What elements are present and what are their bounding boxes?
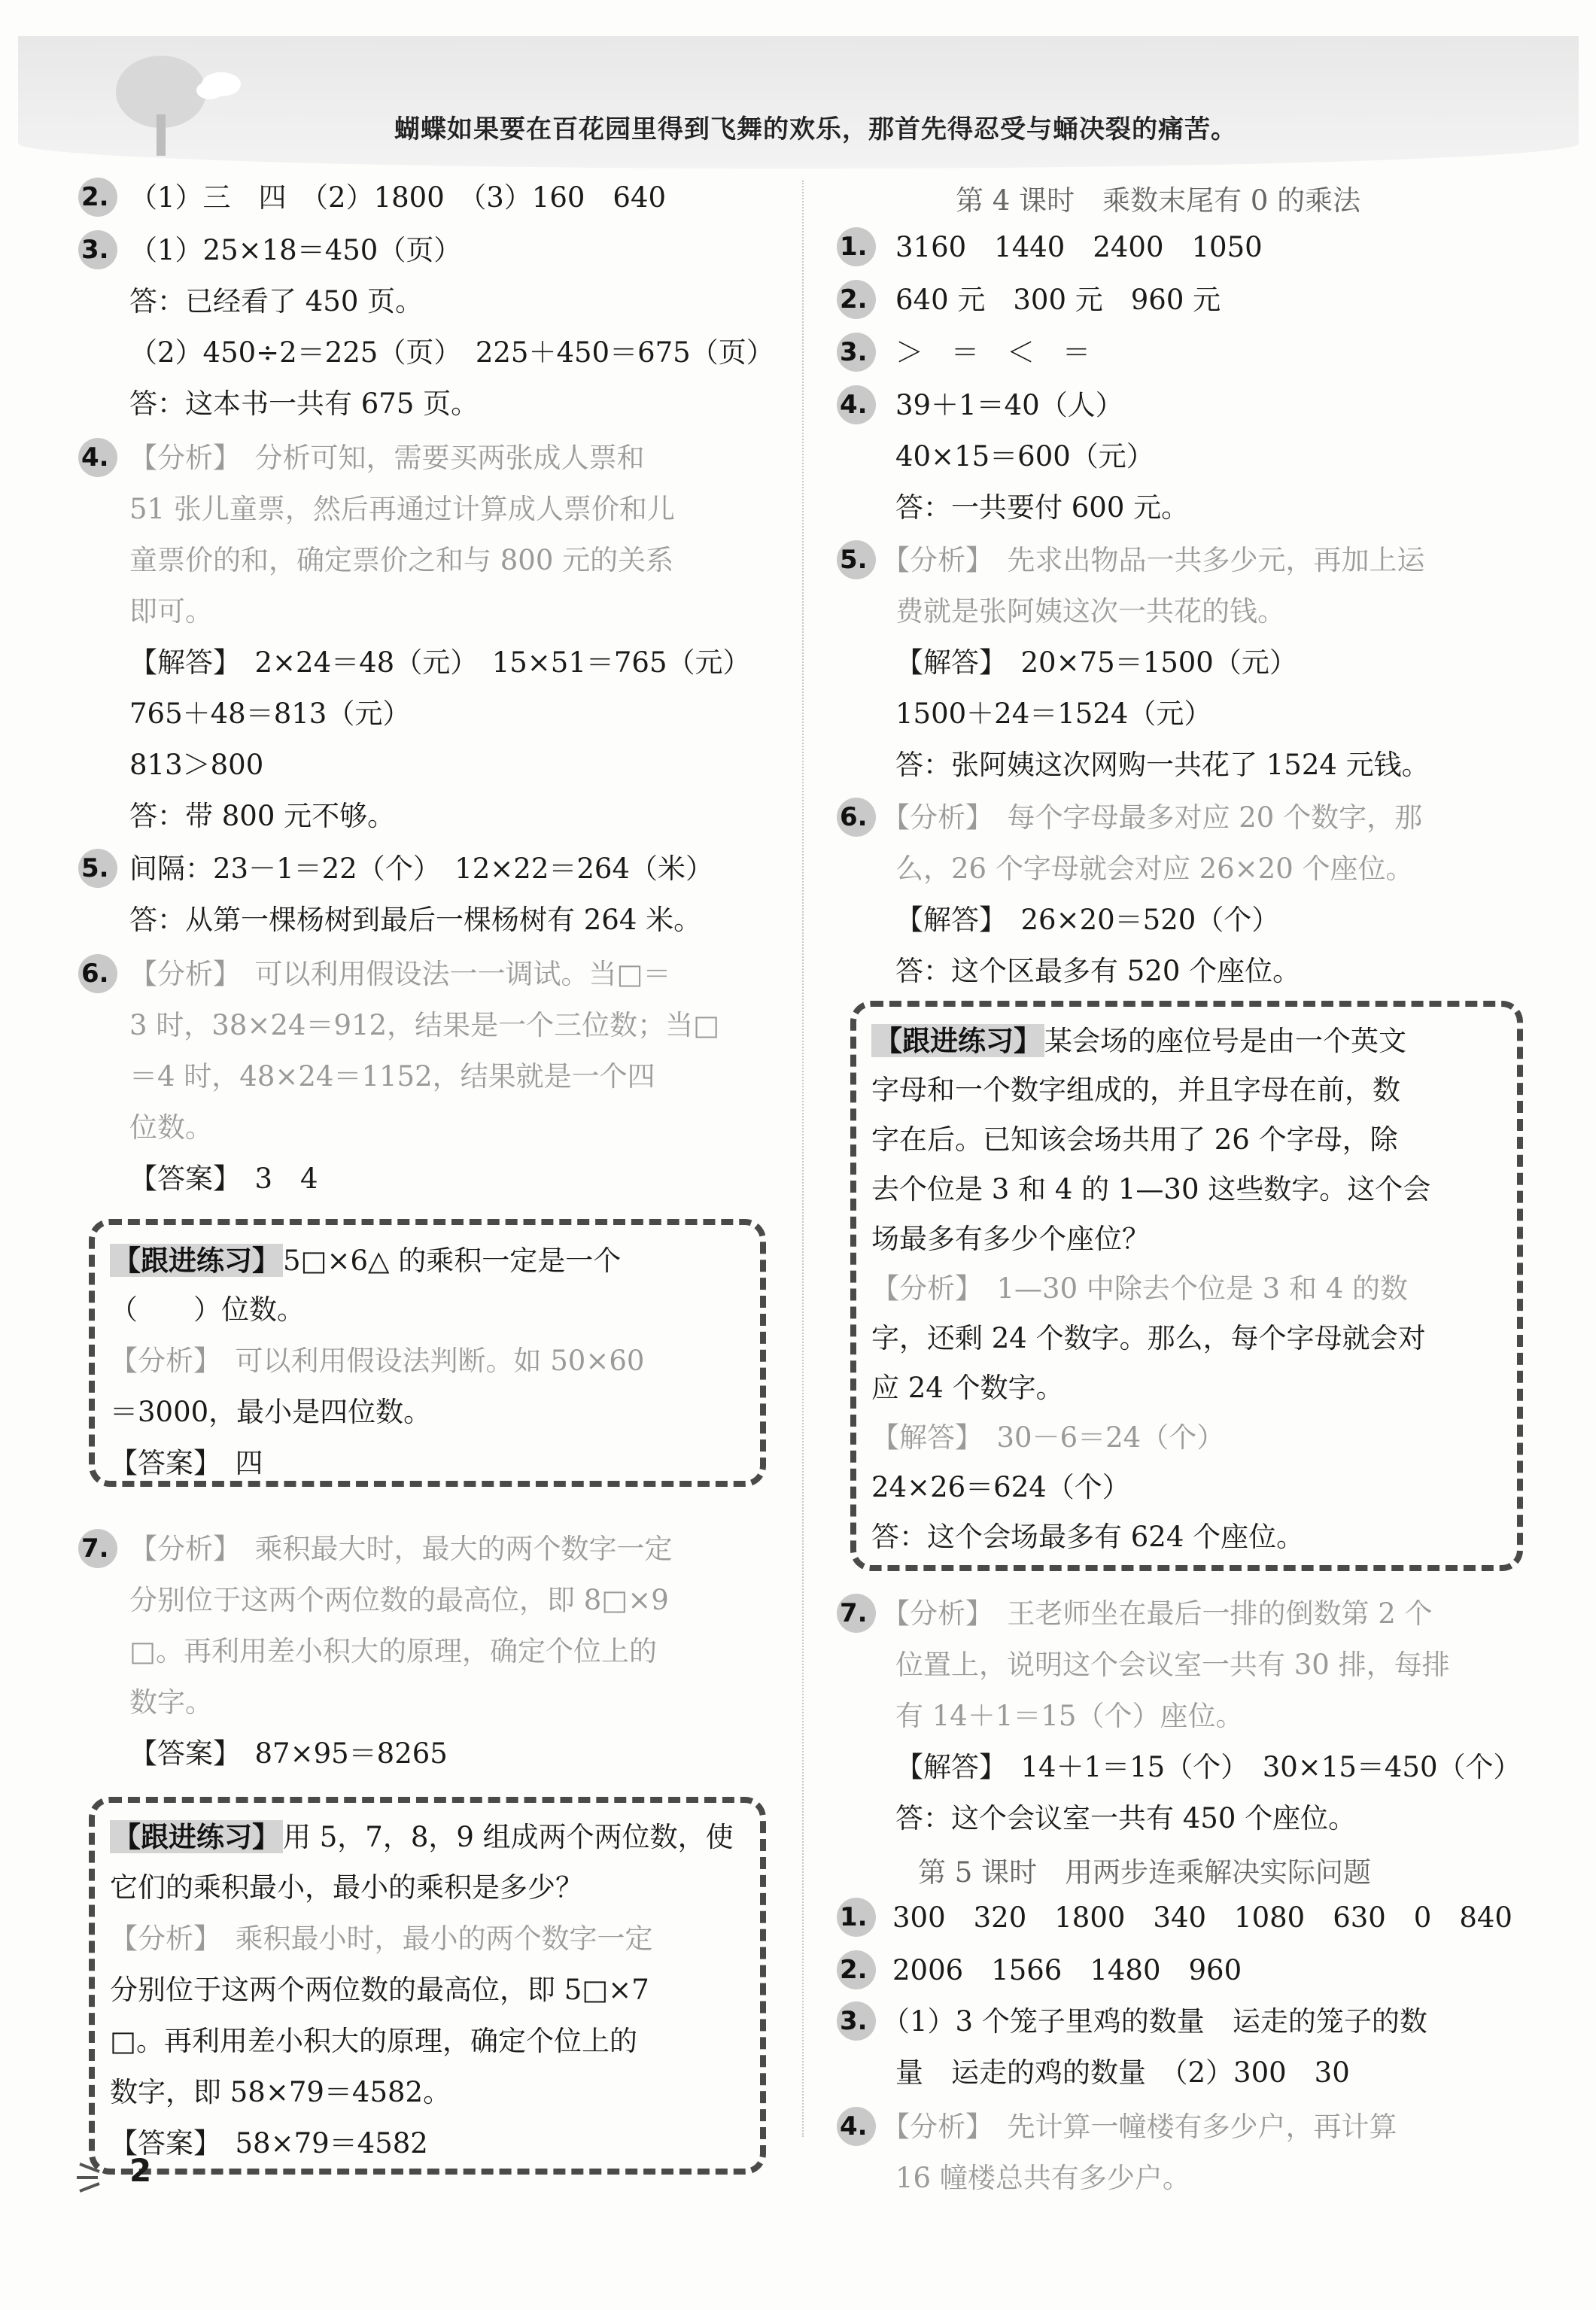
question-number: 1. xyxy=(837,227,876,266)
question-number: 2. xyxy=(837,280,876,319)
answer-line: 【答案】 3 4 xyxy=(129,1163,318,1195)
question-number: 4. xyxy=(837,385,876,424)
answer-line: （1）25×18＝450（页） xyxy=(129,234,462,266)
column-divider xyxy=(802,181,804,2137)
page-number: 2 xyxy=(129,2152,152,2189)
header-motto: 蝴蝶如果要在百花园里得到飞舞的欢乐，那首先得忍受与蛹决裂的痛苦。 xyxy=(394,114,1237,144)
follow-up-question: （ ）位数。 xyxy=(110,1293,305,1326)
answer-line: （1）三 四 （2）1800 （3）160 640 xyxy=(129,181,667,214)
analysis-line: 【分析】 1—30 中除去个位是 3 和 4 的数 xyxy=(871,1272,1409,1305)
follow-up-question: 【跟进练习】 某会场的座位号是由一个英文 xyxy=(871,1022,1406,1060)
answer-line: 【解答】 26×20＝520（个） xyxy=(895,904,1280,936)
answer-line: 【解答】 14＋1＝15（个） 30×15＝450（个） xyxy=(895,1751,1522,1783)
analysis-line: 【分析】 先求出物品一共多少元，再加上运 xyxy=(882,544,1425,576)
answer-line: 答：已经看了 450 页。 xyxy=(129,285,424,318)
analysis-line: 有 14＋1＝15（个）座位。 xyxy=(895,1700,1244,1732)
answer-line: 答：一共要付 600 元。 xyxy=(895,491,1190,524)
tree-clouds-decoration-icon xyxy=(108,47,244,160)
analysis-line: □。再利用差小积大的原理，确定个位上的 xyxy=(129,1635,657,1667)
question-number: 7. xyxy=(78,1529,117,1568)
page-header xyxy=(18,36,1579,169)
answer-line: 间隔：23－1＝22（个） 12×22＝264（米） xyxy=(129,853,713,885)
answer-line: 765＋48＝813（元） xyxy=(129,698,411,730)
analysis-line: 【分析】 每个字母最多对应 20 个数字，那 xyxy=(882,801,1423,834)
answer-line: 应 24 个数字。 xyxy=(871,1372,1064,1404)
answer-line: 答：带 800 元不够。 xyxy=(129,800,396,832)
follow-up-question: 去个位是 3 和 4 的 1—30 这些数字。这个会 xyxy=(871,1173,1431,1205)
answer-line: 【解答】 2×24＝48（元） 15×51＝765（元） xyxy=(129,646,751,679)
follow-up-question: 它们的乘积最小，最小的乘积是多少？ xyxy=(110,1871,583,1904)
answer-line: 量 运走的鸡的数量 （2）300 30 xyxy=(895,2056,1350,2089)
answer-line: （2）450÷2＝225（页） 225＋450＝675（页） xyxy=(129,336,774,369)
answer-line: 【答案】 87×95＝8265 xyxy=(129,1737,448,1770)
answer-line: 答：这个会场最多有 624 个座位。 xyxy=(871,1521,1305,1553)
follow-up-question: 场最多有多少个座位？ xyxy=(871,1223,1150,1255)
question-number: 2. xyxy=(837,1950,876,1989)
answer-line: 40×15＝600（元） xyxy=(895,440,1154,473)
section-title: 第 4 课时 乘数末尾有 0 的乘法 xyxy=(956,184,1361,217)
analysis-line: 16 幢楼总共有多少户。 xyxy=(895,2162,1190,2194)
analysis-line: 分别位于这两个两位数的最高位，即 8□×9 xyxy=(129,1584,669,1616)
follow-up-question: 【跟进练习】 用 5，7，8，9 组成两个两位数，使 xyxy=(110,1818,734,1856)
analysis-line: 51 张儿童票，然后再通过计算成人票价和儿 xyxy=(129,493,675,525)
answer-line: □。再利用差小积大的原理，确定个位上的 xyxy=(110,2025,637,2057)
analysis-line: ＝4 时，48×24＝1152，结果就是一个四 xyxy=(129,1060,655,1093)
question-number: 5. xyxy=(837,540,876,579)
answer-line: 24×26＝624（个） xyxy=(871,1471,1130,1503)
question-number: 4. xyxy=(78,438,117,477)
answer-line: 39＋1＝40（人） xyxy=(895,389,1123,421)
answer-line: ＞ ＝ ＜ ＝ xyxy=(895,336,1090,369)
answer-line: ＝3000，最小是四位数。 xyxy=(110,1396,432,1428)
answer-line: 答：这个会议室一共有 450 个座位。 xyxy=(895,1802,1357,1834)
answer-line: 【答案】 58×79＝4582 xyxy=(110,2127,428,2160)
answer-line: 【解答】 20×75＝1500（元） xyxy=(895,646,1297,679)
question-number: 3. xyxy=(837,2001,876,2041)
analysis-line: 3 时，38×24＝912，结果是一个三位数；当□ xyxy=(129,1009,720,1041)
page-number-decoration-icon xyxy=(72,2153,125,2199)
follow-up-question: 【跟进练习】 5□×6△ 的乘积一定是一个 xyxy=(110,1242,621,1280)
question-number: 3. xyxy=(837,333,876,372)
answer-line: 3160 1440 2400 1050 xyxy=(895,231,1263,263)
answer-line: （1）3 个笼子里鸡的数量 运走的笼子的数 xyxy=(882,2005,1427,2038)
question-number: 7. xyxy=(837,1594,876,1633)
answer-line: 答：从第一棵杨树到最后一棵杨树有 264 米。 xyxy=(129,904,702,936)
question-number: 1. xyxy=(837,1898,876,1937)
analysis-line: 数字。 xyxy=(129,1686,213,1719)
answer-line: 分别位于这两个两位数的最高位，即 5□×7 xyxy=(110,1974,649,2006)
answer-line: 【答案】 四 xyxy=(110,1447,263,1479)
question-number: 3. xyxy=(78,230,117,269)
analysis-line: 即可。 xyxy=(129,595,213,628)
answer-line: 2006 1566 1480 960 xyxy=(892,1954,1242,1986)
question-number: 5. xyxy=(78,849,117,888)
analysis-line: 童票价的和，确定票价之和与 800 元的关系 xyxy=(129,544,674,576)
answer-line: 答：这个区最多有 520 个座位。 xyxy=(895,955,1301,987)
answer-line: 数字，即 58×79＝4582。 xyxy=(110,2076,451,2108)
analysis-line: 【分析】 乘积最大时，最大的两个数字一定 xyxy=(129,1533,673,1565)
analysis-line: 【分析】 可以利用假设法一一调试。当□＝ xyxy=(129,958,671,990)
analysis-line: 【分析】 王老师坐在最后一排的倒数第 2 个 xyxy=(882,1597,1433,1630)
follow-up-tag: 【跟进练习】 xyxy=(110,1244,283,1277)
follow-up-tag: 【跟进练习】 xyxy=(871,1024,1044,1057)
question-number: 6. xyxy=(78,954,117,993)
answer-line: 1500＋24＝1524（元） xyxy=(895,698,1212,730)
answer-line: 答：这本书一共有 675 页。 xyxy=(129,388,479,420)
analysis-line: 位置上，说明这个会议室一共有 30 排，每排 xyxy=(895,1649,1450,1681)
follow-up-tag: 【跟进练习】 xyxy=(110,1820,283,1853)
question-number: 4. xyxy=(837,2107,876,2146)
analysis-line: 【分析】 可以利用假设法判断。如 50×60 xyxy=(110,1345,645,1377)
answer-line: 答：张阿姨这次网购一共花了 1524 元钱。 xyxy=(895,749,1430,781)
analysis-line: 【分析】 先计算一幢楼有多少户，再计算 xyxy=(882,2111,1397,2143)
question-number: 2. xyxy=(78,178,117,217)
follow-up-question: 字在后。已知该会场共用了 26 个字母，除 xyxy=(871,1123,1398,1156)
analysis-line: 【分析】 乘积最小时，最小的两个数字一定 xyxy=(110,1922,653,1955)
answer-line: 640 元 300 元 960 元 xyxy=(895,284,1221,316)
question-number: 6. xyxy=(837,798,876,837)
answer-line: 字，还剩 24 个数字。那么，每个字母就会对 xyxy=(871,1322,1426,1354)
analysis-line: 费就是张阿姨这次一共花的钱。 xyxy=(895,595,1285,628)
follow-up-question: 字母和一个数字组成的，并且字母在前，数 xyxy=(871,1074,1400,1106)
answer-line: 813＞800 xyxy=(129,749,264,781)
analysis-line: 位数。 xyxy=(129,1111,213,1144)
section-title: 第 5 课时 用两步连乘解决实际问题 xyxy=(918,1856,1372,1889)
analysis-line: 么，26 个字母就会对应 26×20 个座位。 xyxy=(895,853,1414,885)
analysis-line: 【解答】 30－6＝24（个） xyxy=(871,1421,1225,1454)
answer-line: 300 320 1800 340 1080 630 0 840 xyxy=(892,1901,1512,1934)
analysis-line: 【分析】 分析可知，需要买两张成人票和 xyxy=(129,442,645,474)
